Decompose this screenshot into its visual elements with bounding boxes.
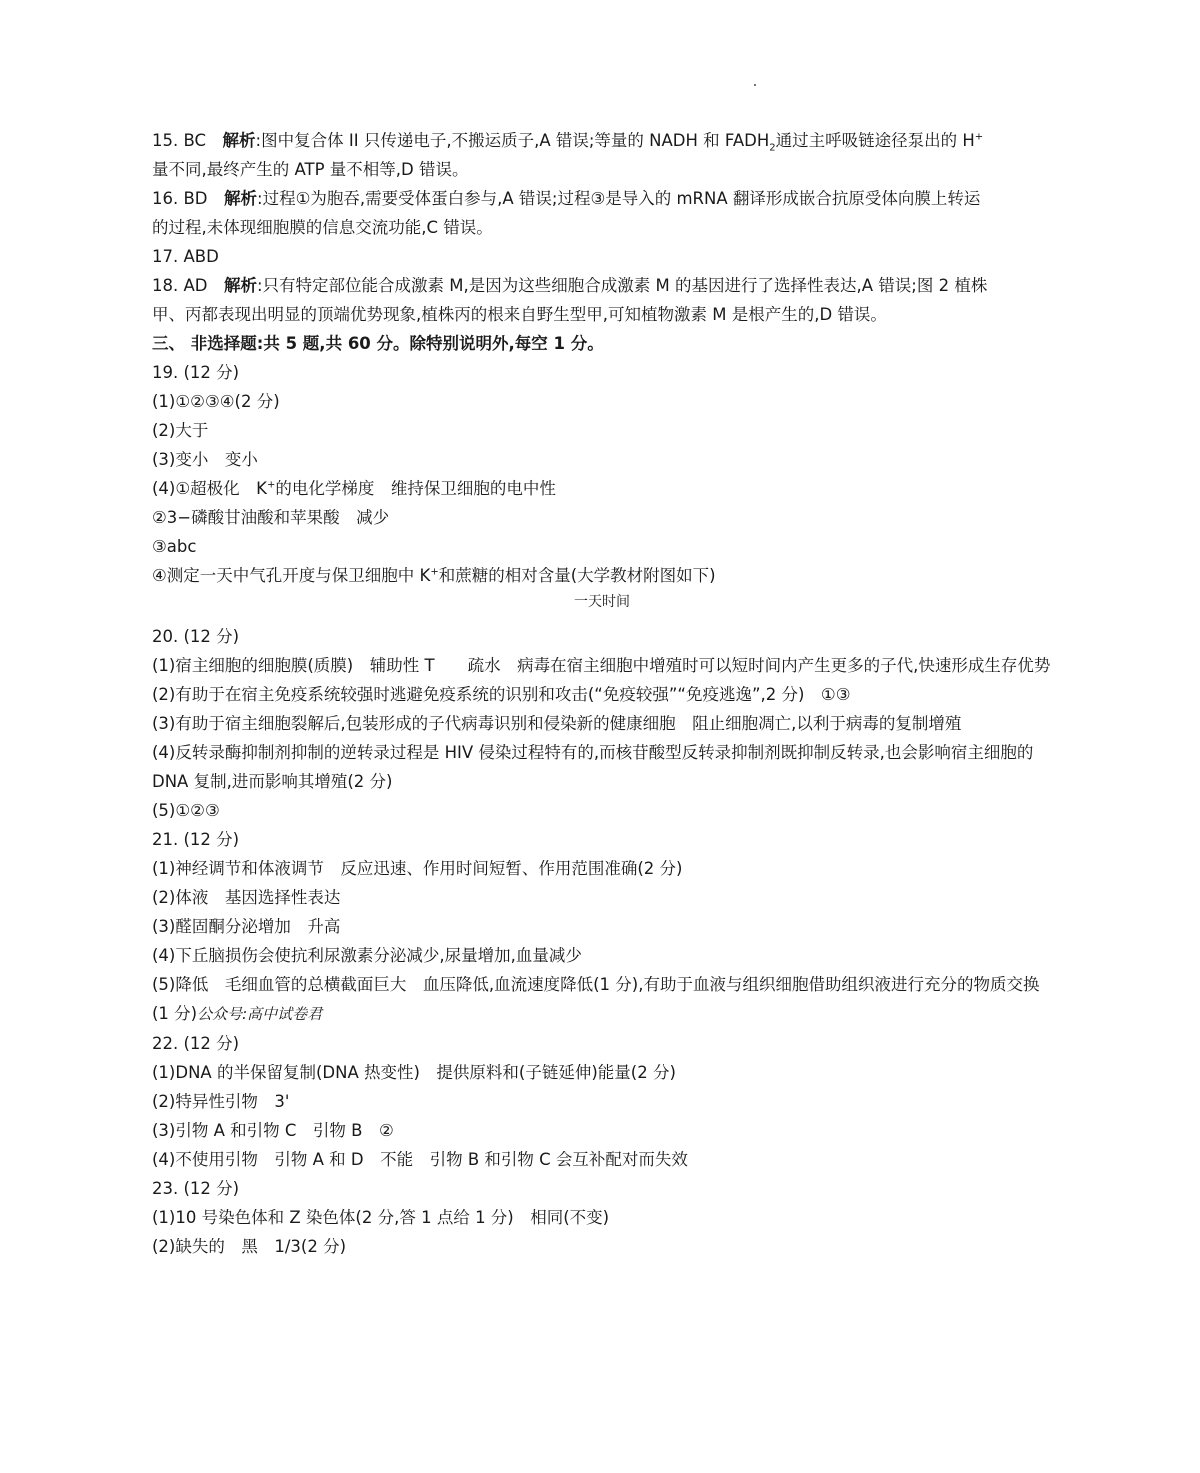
page-mark: [754, 84, 756, 86]
q18-line1: 18. AD 解析:只有特定部位能合成激素 M,是因为这些细胞合成激素 M 的基因进行了选择性表达,A 错误;图 2 植株: [152, 276, 988, 295]
q21-head: 21. (12 分): [152, 830, 240, 849]
q19-a4-4: ④测定一天中气孔开度与保卫细胞中 K+和蔗糖的相对含量(大学教材附图如下): [152, 566, 716, 585]
q22-a2: (2)特异性引物 3': [152, 1092, 290, 1111]
q19-a4-2: ②3−磷酸甘油酸和苹果酸 减少: [152, 508, 390, 527]
q17-line: 17. ABD: [152, 247, 219, 266]
q15-line1: 15. BC 解析:图中复合体 II 只传递电子,不搬运质子,A 错误;等量的 NADH 和 $FADH_2$通过主呼吸链途径泵出的 H+: [152, 131, 984, 154]
q19-a2: (2)大于: [152, 421, 209, 440]
q16-line1: 16. BD 解析:过程①为胞吞,需要受体蛋白参与,A 错误;过程③是导入的 mRNA 翻译形成嵌合抗原受体向膜上转运: [152, 189, 981, 208]
q18-line2: 甲、丙都表现出明显的顶端优势现象,植株丙的根来自野生型甲,可知植物激素 M 是根产生的,D 错误。: [152, 305, 887, 324]
q20-a2: (2)有助于在宿主免疫系统较强时逃避免疫系统的识别和攻击(“免疫较强”“免疫逃逸”,2 分) ①③: [152, 685, 851, 704]
q20-a4: (4)反转录酶抑制剂抑制的逆转录过程是 HIV 侵染过程特有的,而核苷酸型反转录抑制剂既抑制反转录,也会影响宿主细胞的 DNA 复制,进而影响其增殖(2 分): [152, 743, 1034, 791]
q21-a1: (1)神经调节和体液调节 反应迅速、作用时间短暂、作用范围准确(2 分): [152, 859, 683, 878]
q20-a3: (3)有助于宿主细胞裂解后,包装形成的子代病毒识别和侵染新的健康细胞 阻止细胞凋亡,以利于病毒的复制增殖: [152, 714, 962, 733]
q19-a4-3: ③abc: [152, 537, 197, 556]
q23-a2: (2)缺失的 黑 1/3(2 分): [152, 1237, 347, 1256]
q19-a1: (1)①②③④(2 分): [152, 392, 280, 411]
q22-head: 22. (12 分): [152, 1034, 240, 1053]
q22-a3: (3)引物 A 和引物 C 引物 B ②: [152, 1121, 394, 1140]
q22-a4: (4)不使用引物 引物 A 和 D 不能 引物 B 和引物 C 会互补配对而失效: [152, 1150, 688, 1169]
q20-head: 20. (12 分): [152, 627, 240, 646]
q21-a2: (2)体液 基因选择性表达: [152, 888, 341, 907]
q15-line2: 量不同,最终产生的 ATP 量不相等,D 错误。: [152, 160, 469, 179]
q20-a5: (5)①②③: [152, 801, 220, 820]
answer-page: [152, 126, 1052, 1261]
section-heading: 三、 非选择题:共 5 题,共 60 分。除特别说明外,每空 1 分。: [152, 334, 604, 353]
q22-a1: (1)DNA 的半保留复制(DNA 热变性) 提供原料和(子链延伸)能量(2 分): [152, 1063, 676, 1082]
q19-a3: (3)变小 变小: [152, 450, 258, 469]
q23-head: 23. (12 分): [152, 1179, 240, 1198]
q16-line2: 的过程,未体现细胞膜的信息交流功能,C 错误。: [152, 218, 493, 237]
q19-head: 19. (12 分): [152, 363, 240, 382]
watermark-text: 公众号:高中试卷君: [197, 1005, 323, 1023]
q21-a4: (4)下丘脑损伤会使抗利尿激素分泌减少,尿量增加,血量减少: [152, 946, 582, 965]
q21-a3: (3)醛固酮分泌增加 升高: [152, 917, 341, 936]
q23-a1: (1)10 号染色体和 Z 染色体(2 分,答 1 点给 1 分) 相同(不变): [152, 1208, 610, 1227]
figure-caption: 一天时间: [574, 594, 630, 610]
q21-a5: (5)降低 毛细血管的总横截面巨大 血压降低,血流速度降低(1 分),有助于血液与组织细胞借助组织液进行充分的物质交换(1 分)公众号:高中试卷君: [152, 975, 1040, 1023]
q20-a1: (1)宿主细胞的细胞膜(质膜) 辅助性 T 疏水 病毒在宿主细胞中增殖时可以短时间内产生更多的子代,快速形成生存优势: [152, 656, 1051, 675]
q19-a4: (4)①超极化 K+的电化学梯度 维持保卫细胞的电中性: [152, 479, 556, 498]
